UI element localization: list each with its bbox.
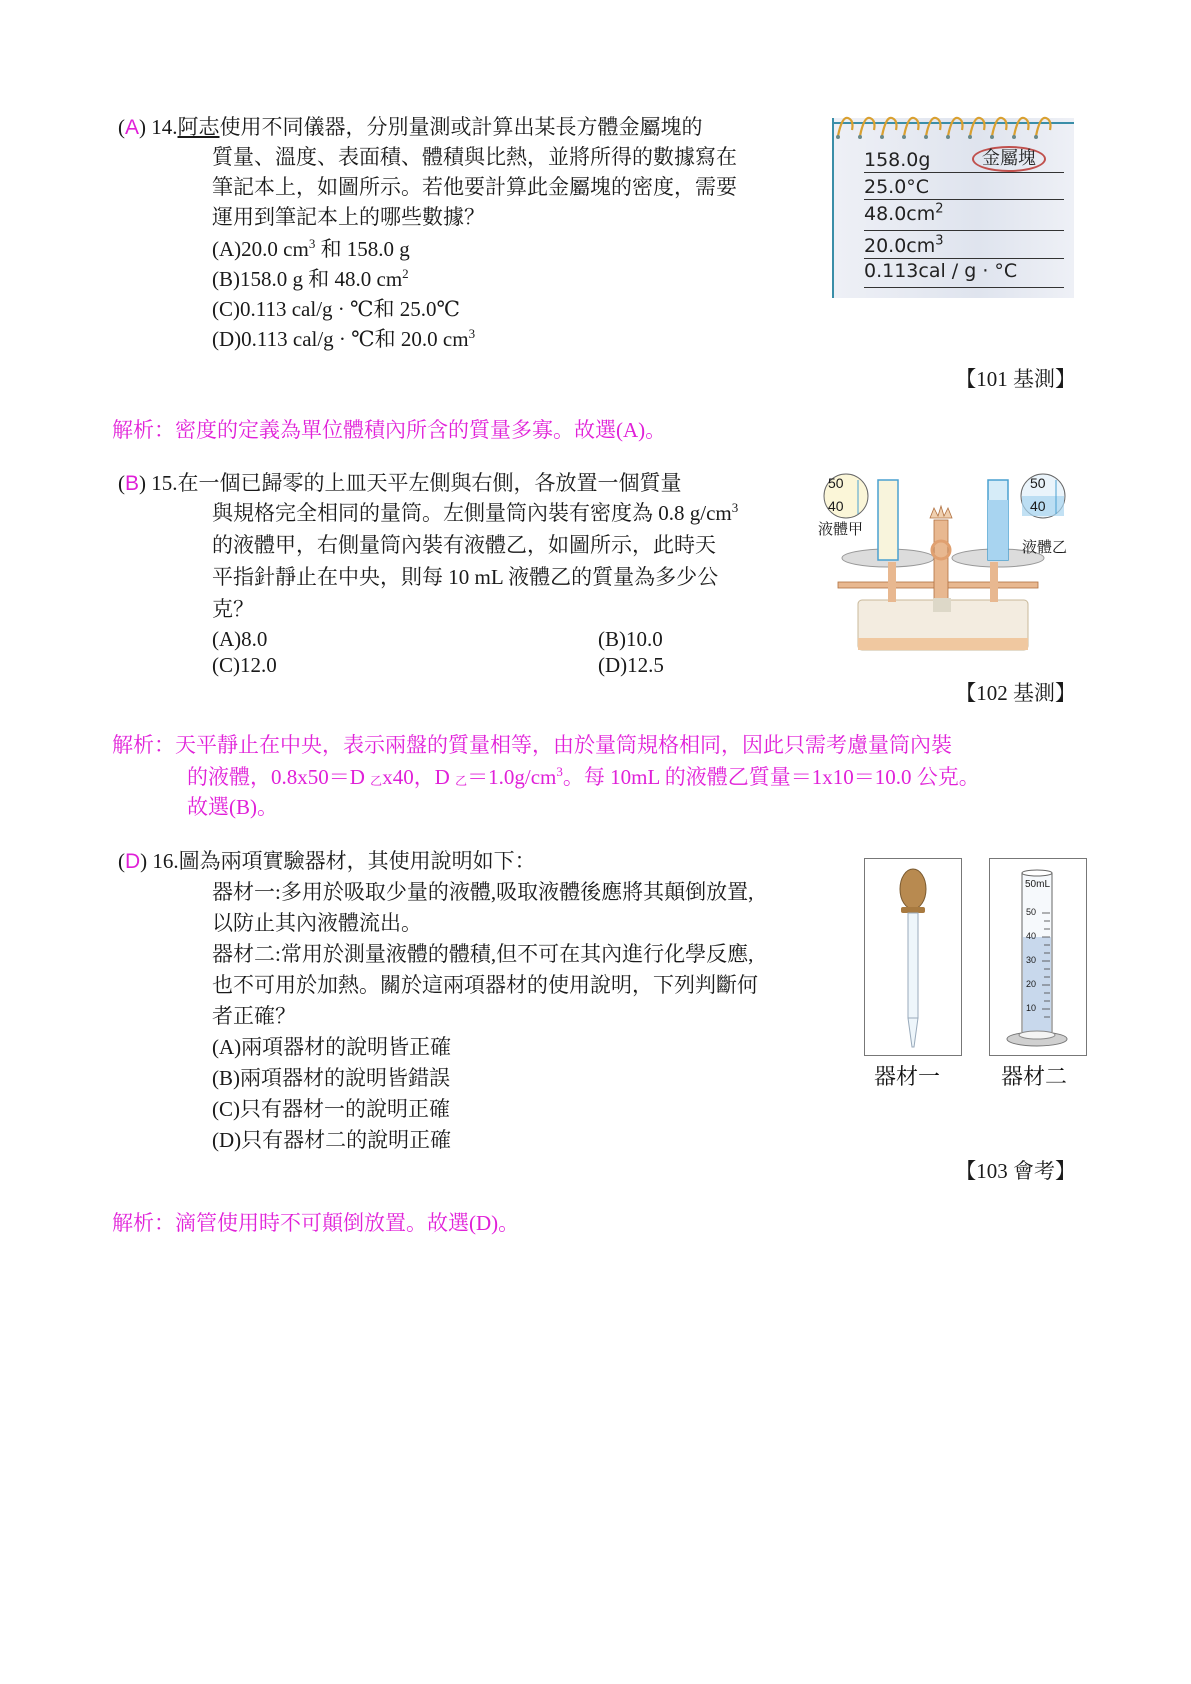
- question-number: 14.: [151, 115, 178, 139]
- source-tag: 【101 基測】: [955, 367, 1076, 391]
- option-a: (A)兩項器材的說明皆正確: [212, 1035, 452, 1059]
- metal-block-tag: 金屬塊: [972, 146, 1046, 172]
- stem-line: 筆記本上，如圖所示。若他要計算此金屬塊的密度，需要: [212, 175, 737, 199]
- right-scale-40: 40: [1030, 498, 1046, 514]
- stem-line: 與規格完全相同的量筒。左側量筒內裝有密度為 0.8 $g/cm^3$: [212, 500, 739, 525]
- option-c: (C)0.113 cal/g · ℃和 25.0℃: [212, 297, 461, 321]
- dropper-icon: [865, 859, 961, 1055]
- question-number: 16.: [152, 849, 179, 873]
- stem-line: 器材一:多用於吸取少量的液體,吸取液體後應將其顛倒放置,: [212, 880, 754, 904]
- left-scale-40: 40: [828, 498, 844, 514]
- question-14-header: (A) 14.阿志使用不同儀器，分別量測或計算出某長方體金屬塊的: [118, 115, 703, 139]
- stem-line: 在一個已歸零的上皿天平左側與右側，各放置一個質量: [177, 471, 682, 495]
- notebook-row-specific-heat: 0.113cal / g · °C: [864, 259, 1064, 288]
- explanation-label: 解析：: [112, 1211, 175, 1235]
- notebook-figure: [832, 118, 1074, 298]
- caption-equipment-2: 器材二: [1001, 1065, 1068, 1090]
- option-b: (B)10.0: [598, 627, 663, 651]
- spiral-binding-icon: [828, 112, 1078, 142]
- explanation: 解析：天平靜止在中央，表示兩盤的質量相等，由於量筒規格相同，因此只需考慮量筒內裝: [112, 733, 952, 757]
- caption-equipment-1: 器材一: [874, 1065, 941, 1090]
- stem-line: 質量、溫度、表面積、體積與比熱，並將所得的數據寫在: [212, 145, 737, 169]
- answer-letter: A: [125, 116, 140, 139]
- option-b: (B)158.0 g 和 48.0 $cm^2$: [212, 266, 409, 291]
- liquid-a-label: 液體甲: [818, 521, 864, 538]
- option-b: (B)兩項器材的說明皆錯誤: [212, 1066, 450, 1090]
- option-a: (A)20.0 $cm^3$ 和 158.0 g: [212, 236, 410, 261]
- option-c: (C)只有器材一的說明正確: [212, 1097, 450, 1121]
- stem-line: 以防止其內液體流出。: [212, 911, 422, 935]
- notebook-row-area: $48.0cm^2$: [864, 202, 1064, 231]
- option-d: (D)12.5: [598, 653, 664, 677]
- source-tag: 【102 基測】: [955, 681, 1076, 705]
- stem-line: 者正確？: [212, 1004, 296, 1028]
- explanation: 解析：滴管使用時不可顛倒放置。故選(D)。: [112, 1211, 520, 1235]
- explanation-line-2: 的液體，0.8x50＝D 乙x40，D 乙$=1.0g/cm^3$。每 10mL 的液體乙質量＝1x10＝10.0 公克。: [187, 764, 980, 789]
- liquid-b-label: 液體乙: [1022, 539, 1068, 556]
- answer-letter: B: [125, 472, 140, 495]
- stem-line: 使用不同儀器，分別量測或計算出某長方體金屬塊的: [219, 115, 703, 139]
- cylinder-capacity-label: 50mL: [1025, 879, 1051, 890]
- scale-40: 40: [1026, 931, 1037, 941]
- notebook-row-mass: 158.0g 金屬塊: [864, 148, 1064, 173]
- left-scale-50: 50: [828, 475, 844, 491]
- scale-10: 10: [1026, 1003, 1037, 1013]
- notebook-row-temperature: 25.0°C: [864, 175, 1064, 200]
- explanation-label: 解析：: [112, 418, 175, 442]
- option-c: (C)12.0: [212, 653, 277, 677]
- question-number: 15.: [151, 471, 178, 495]
- right-scale-50: 50: [1030, 475, 1046, 491]
- stem-line: 平指針靜止在中央，則每 10 mL 液體乙的質量為多少公: [212, 565, 719, 589]
- stem-line: 運用到筆記本上的哪些數據？: [212, 205, 485, 229]
- balance-scale-icon: [818, 470, 1088, 660]
- scale-30: 30: [1026, 955, 1037, 965]
- stem-line: 圖為兩項實驗器材，其使用說明如下：: [178, 849, 536, 873]
- question-15-header: (B) 15.在一個已歸零的上皿天平左側與右側，各放置一個質量: [118, 471, 682, 495]
- graduated-cylinder-figure: [989, 858, 1087, 1056]
- explanation-line-3: 故選(B)。: [187, 795, 278, 819]
- stem-line: 的液體甲，右側量筒內裝有液體乙，如圖所示，此時天: [212, 533, 716, 557]
- option-d: (D)只有器材二的說明正確: [212, 1128, 452, 1152]
- answer-letter: D: [125, 850, 141, 873]
- dropper-figure: [864, 858, 962, 1056]
- explanation-label: 解析：: [112, 733, 175, 757]
- underlined-name: 阿志: [177, 115, 220, 139]
- scale-50: 50: [1026, 907, 1037, 917]
- option-a: (A)8.0: [212, 627, 268, 651]
- option-d: (D)0.113 cal/g · ℃和 20.0 $cm^3$: [212, 326, 476, 351]
- notebook-row-volume: $20.0cm^3$: [864, 234, 1064, 259]
- stem-line: 器材二:常用於測量液體的體積,但不可在其內進行化學反應,: [212, 942, 754, 966]
- source-tag: 【103 會考】: [955, 1159, 1076, 1183]
- balance-figure: [818, 470, 1088, 660]
- question-16-header: (D) 16.圖為兩項實驗器材，其使用說明如下：: [118, 849, 536, 873]
- scale-20: 20: [1026, 979, 1037, 989]
- stem-line: 也不可用於加熱。關於這兩項器材的使用說明，下列判斷何: [212, 973, 758, 997]
- explanation: 解析：密度的定義為單位體積內所含的質量多寡。故選(A)。: [112, 418, 667, 442]
- stem-line: 克？: [212, 597, 254, 621]
